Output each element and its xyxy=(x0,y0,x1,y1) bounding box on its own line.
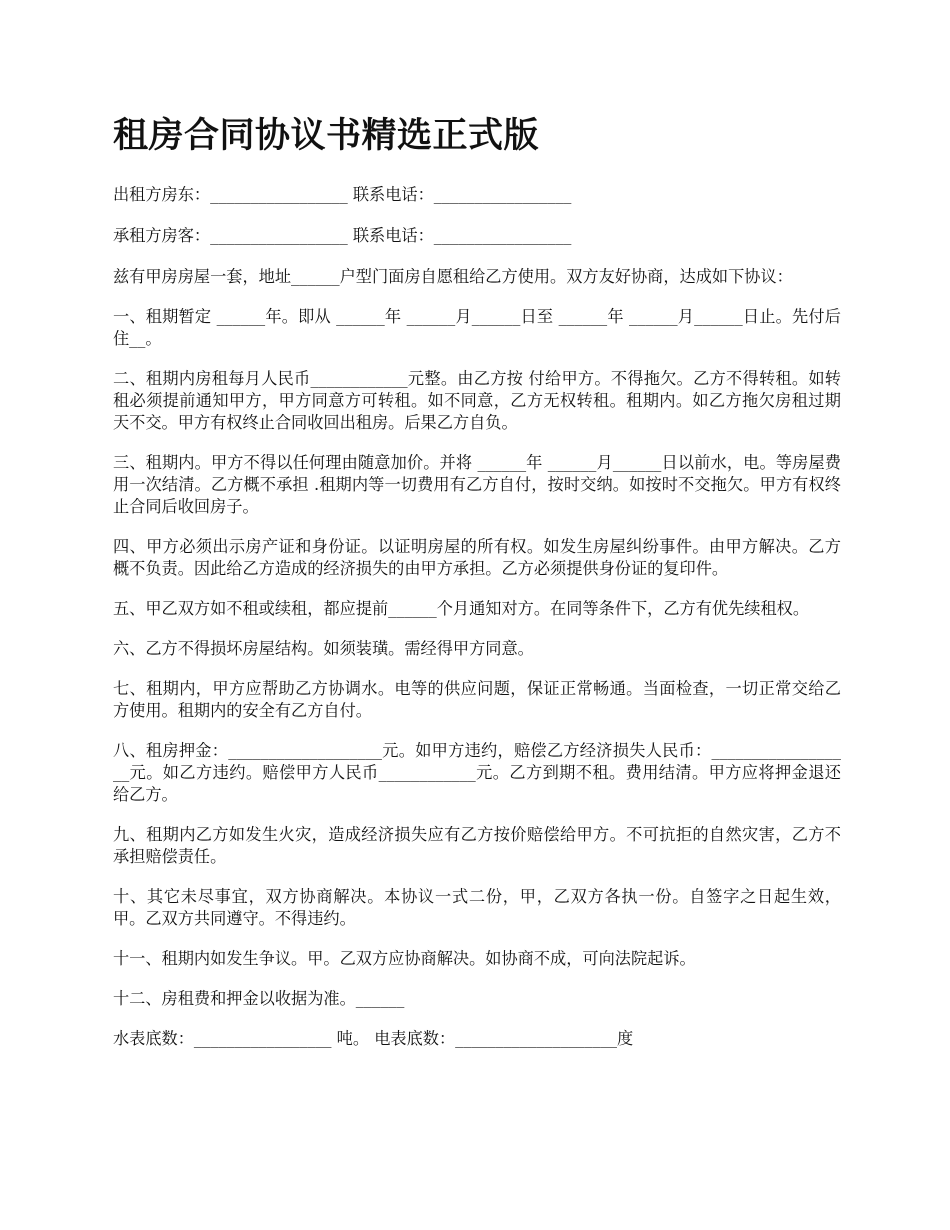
meter-readings-line: 水表底数：_________________ 吨。 电表底数：____________________度 xyxy=(113,1029,634,1048)
clause-2: 二、租期内房租每月人民币____________元整。由乙方按 付给甲方。不得拖欠。乙方不得转租。如转租必须提前通知甲方，甲方同意方可转租。如不同意，乙方无权转租。租期内。如乙方拖欠房租过期天不交。甲方有权终止合同收回出租房。后果乙方自负。 xyxy=(113,369,841,432)
clause-10: 十、其它未尽事宜，双方协商解决。本协议一式二份，甲，乙双方各执一份。自签字之日起生效，甲。乙双方共同遵守。不得违约。 xyxy=(113,887,841,928)
clause-11: 十一、租期内如发生争议。甲。乙双方应协商解决。如协商不成，可向法院起诉。 xyxy=(113,949,696,968)
landlord-line: 出租方房东：_________________ 联系电话：_________________ xyxy=(113,185,572,204)
intro-paragraph: 兹有甲房房屋一套，地址______户型门面房自愿租给乙方使用。双方友好协商，达成如下协议： xyxy=(113,267,793,286)
clause-4: 四、甲方必须出示房产证和身份证。以证明房屋的所有权。如发生房屋纠纷事件。由甲方解决。乙方概不负责。因此给乙方造成的经济损失的由甲方承担。乙方必须提供身份证的复印件。 xyxy=(113,537,841,578)
document-title: 租房合同协议书精选正式版 xyxy=(113,116,540,156)
document-page xyxy=(113,110,841,1068)
clause-5: 五、甲乙双方如不租或续租，都应提前______个月通知对方。在同等条件下，乙方有优先续租权。 xyxy=(113,599,810,618)
clause-6: 六、乙方不得损坏房屋结构。如须装璜。需经得甲方同意。 xyxy=(113,639,534,658)
clause-8: 八、租房押金：___________________元。如甲方违约，赔偿乙方经济损失人民币：__________________元。如乙方违约。赔偿甲方人民币____________元。乙方到期不租。费用结清。甲方应将押金退还给乙方。 xyxy=(113,741,841,804)
clause-1: 一、租期暂定 ______年。即从 ______年 ______月______日至 ______年 ______月______日止。先付后住__。 xyxy=(113,307,841,348)
clause-12: 十二、房租费和押金以收据为准。______ xyxy=(113,989,405,1008)
clause-3: 三、租期内。甲方不得以任何理由随意加价。并将 ______年 ______月______日以前水，电。等房屋费用一次结清。乙方概不承担 .租期内等一切费用有乙方自付，按时交纳。如按时不交拖欠。甲方有权终止合同后收回房子。 xyxy=(113,453,841,516)
clause-7: 七、租期内，甲方应帮助乙方协调水。电等的供应问题，保证正常畅通。当面检查，一切正常交给乙方使用。租期内的安全有乙方自付。 xyxy=(113,679,841,720)
clause-9: 九、租期内乙方如发生火灾，造成经济损失应有乙方按价赔偿给甲方。不可抗拒的自然灾害，乙方不承担赔偿责任。 xyxy=(113,825,841,866)
tenant-line: 承租方房客：_________________ 联系电话：_________________ xyxy=(113,226,572,245)
